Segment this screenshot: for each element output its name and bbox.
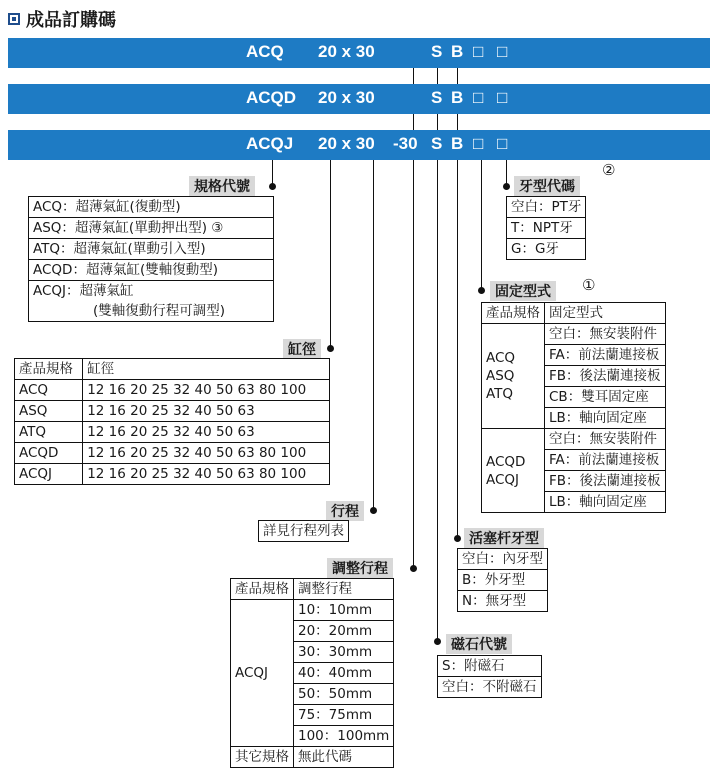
adjust-value: 30：30mm: [294, 642, 394, 663]
mount-option: FA：前法蘭連接板: [545, 450, 666, 471]
connector-spec: [272, 160, 273, 184]
spec-label: [189, 176, 255, 196]
thread-row: T：NPT牙: [507, 218, 586, 239]
connector-mount: [481, 160, 482, 288]
spec-dot: [269, 183, 276, 190]
connector-rod-b: [457, 114, 458, 130]
band-box1: □: [473, 88, 484, 107]
magnet-row: 空白：不附磁石: [438, 677, 542, 698]
bore-model: ACQJ: [15, 464, 83, 485]
mount-model: ATQ: [486, 386, 514, 402]
spec-row: ASQ：超薄氣缸(單動押出型) ③: [29, 218, 274, 239]
adjust-value: 20：20mm: [294, 621, 394, 642]
mount-option: 空白：無安裝附件: [545, 324, 666, 345]
adjust-value: 75：75mm: [294, 705, 394, 726]
code-band-acqd: [8, 84, 710, 114]
mount-option: FB：後法蘭連接板: [545, 471, 666, 492]
rod-dot: [454, 535, 461, 542]
mount-label: [490, 281, 556, 301]
stroke-text: 詳見行程列表: [259, 521, 349, 542]
mount-dot: [478, 287, 485, 294]
bore-model: ACQD: [15, 443, 83, 464]
mount-model: ACQ: [486, 350, 516, 366]
thread-circled-number: ②: [602, 161, 616, 179]
thread-row: G：G牙: [507, 239, 586, 260]
connector-adjust-b: [413, 114, 414, 130]
adjust-value: 50：50mm: [294, 684, 394, 705]
adjust-model: ACQJ: [231, 600, 294, 747]
band-model: ACQ: [246, 42, 284, 61]
spec-row-cont: (雙軸復動行程可調型): [93, 303, 226, 319]
connector-bore: [330, 160, 331, 348]
band-b: B: [451, 134, 464, 153]
magnet-dot: [434, 638, 441, 645]
stroke-label: [326, 501, 364, 521]
thread-table: [506, 196, 586, 260]
bore-values: 12 16 20 25 32 40 50 63: [83, 422, 330, 443]
rod-row: N：無牙型: [458, 591, 548, 612]
mount-model: ACQJ: [486, 471, 520, 488]
adjust-value: 100：100mm: [294, 726, 394, 747]
band-s: S: [431, 42, 443, 61]
spec-row: ACQ：超薄氣缸(復動型): [29, 197, 274, 218]
mount-option: CB：雙耳固定座: [545, 387, 666, 408]
mount-model: ASQ: [486, 368, 515, 384]
mount-model: ACQD: [486, 453, 526, 470]
square-bullet-icon: [8, 13, 20, 25]
adjust-value: 10：10mm: [294, 600, 394, 621]
adjust-table: [230, 578, 394, 768]
rod-label-text: 活塞杆牙型: [469, 531, 539, 547]
bore-dot: [327, 345, 334, 352]
adjust-dot: [410, 565, 417, 572]
magnet-table: [437, 655, 542, 698]
band-model: ACQD: [246, 88, 297, 107]
mount-table: [481, 302, 666, 513]
connector-adjust: [413, 160, 414, 567]
adjust-other: 無此代碼: [294, 747, 394, 768]
spec-table: [28, 196, 274, 322]
mount-label-text: 固定型式: [495, 284, 551, 300]
spec-row: ACQJ：超薄氣缸: [33, 283, 134, 299]
magnet-row: S：附磁石: [438, 656, 542, 677]
stroke-dot: [370, 507, 377, 514]
code-band-acq: [8, 38, 710, 68]
adjust-label: [327, 558, 393, 578]
adjust-header: 調整行程: [294, 579, 394, 600]
stroke-table: [258, 520, 349, 542]
band-b: B: [451, 42, 464, 61]
thread-label: [514, 176, 580, 196]
mount-option: LB：軸向固定座: [545, 408, 666, 429]
bore-model: ACQ: [15, 380, 83, 401]
adjust-header: 產品規格: [231, 579, 294, 600]
bore-label: [283, 339, 321, 359]
band-size: 20 x 30: [318, 88, 375, 107]
stroke-label-text: 行程: [331, 504, 359, 520]
bore-header: 產品規格: [15, 359, 83, 380]
thread-label-text: 牙型代碼: [519, 179, 575, 195]
connector-magnet-a: [437, 68, 438, 84]
band-s: S: [431, 88, 443, 107]
rod-table: [457, 548, 548, 612]
bore-table: [14, 358, 330, 485]
band-b: B: [451, 88, 464, 107]
mount-option: FA：前法蘭連接板: [545, 345, 666, 366]
band-box2: □: [497, 134, 508, 153]
connector-adjust-a: [413, 68, 414, 84]
mount-header: 產品規格: [482, 303, 545, 324]
adjust-value: 40：40mm: [294, 663, 394, 684]
bore-model: ATQ: [15, 422, 83, 443]
rod-label: [464, 528, 544, 548]
mount-option: FB：後法蘭連接板: [545, 366, 666, 387]
mount-option: LB：軸向固定座: [545, 492, 666, 513]
band-box1: □: [473, 42, 484, 61]
adjust-other: 其它規格: [231, 747, 294, 768]
band-box2: □: [497, 42, 508, 61]
connector-stroke: [373, 160, 374, 510]
mount-circled-number: ①: [582, 276, 596, 294]
rod-row: 空白：內牙型: [458, 549, 548, 570]
thread-dot: [503, 183, 510, 190]
bore-label-text: 缸徑: [288, 342, 316, 358]
mount-header: 固定型式: [545, 303, 666, 324]
band-box1: □: [473, 134, 484, 153]
bore-model: ASQ: [15, 401, 83, 422]
mount-option: 空白：無安裝附件: [545, 429, 666, 450]
band-s: S: [431, 134, 443, 153]
adjust-label-text: 調整行程: [332, 561, 388, 577]
bore-header: 缸徑: [83, 359, 330, 380]
rod-row: B：外牙型: [458, 570, 548, 591]
band-size: 20 x 30: [318, 42, 375, 61]
magnet-label-text: 磁石代號: [451, 637, 507, 653]
connector-magnet: [437, 160, 438, 642]
bore-values: 12 16 20 25 32 40 50 63 80 100: [83, 464, 330, 485]
band-box2: □: [497, 88, 508, 107]
magnet-label: [446, 634, 512, 654]
connector-rod-a: [457, 68, 458, 84]
band-stroke: -30: [393, 134, 418, 153]
code-band-acqj: [8, 130, 710, 160]
connector-magnet-b: [437, 114, 438, 130]
spec-row: ACQD：超薄氣缸(雙軸復動型): [29, 260, 274, 281]
title-text: 成品訂購碼: [26, 10, 116, 31]
bore-values: 12 16 20 25 32 40 50 63: [83, 401, 330, 422]
spec-row: ATQ：超薄氣缸(單動引入型): [29, 239, 274, 260]
thread-row: 空白：PT牙: [507, 197, 586, 218]
band-size: 20 x 30: [318, 134, 375, 153]
page-title: [8, 6, 116, 32]
bore-values: 12 16 20 25 32 40 50 63 80 100: [83, 380, 330, 401]
bore-values: 12 16 20 25 32 40 50 63 80 100: [83, 443, 330, 464]
band-model: ACQJ: [246, 134, 294, 153]
connector-rod: [457, 160, 458, 538]
spec-label-text: 規格代號: [194, 179, 250, 195]
